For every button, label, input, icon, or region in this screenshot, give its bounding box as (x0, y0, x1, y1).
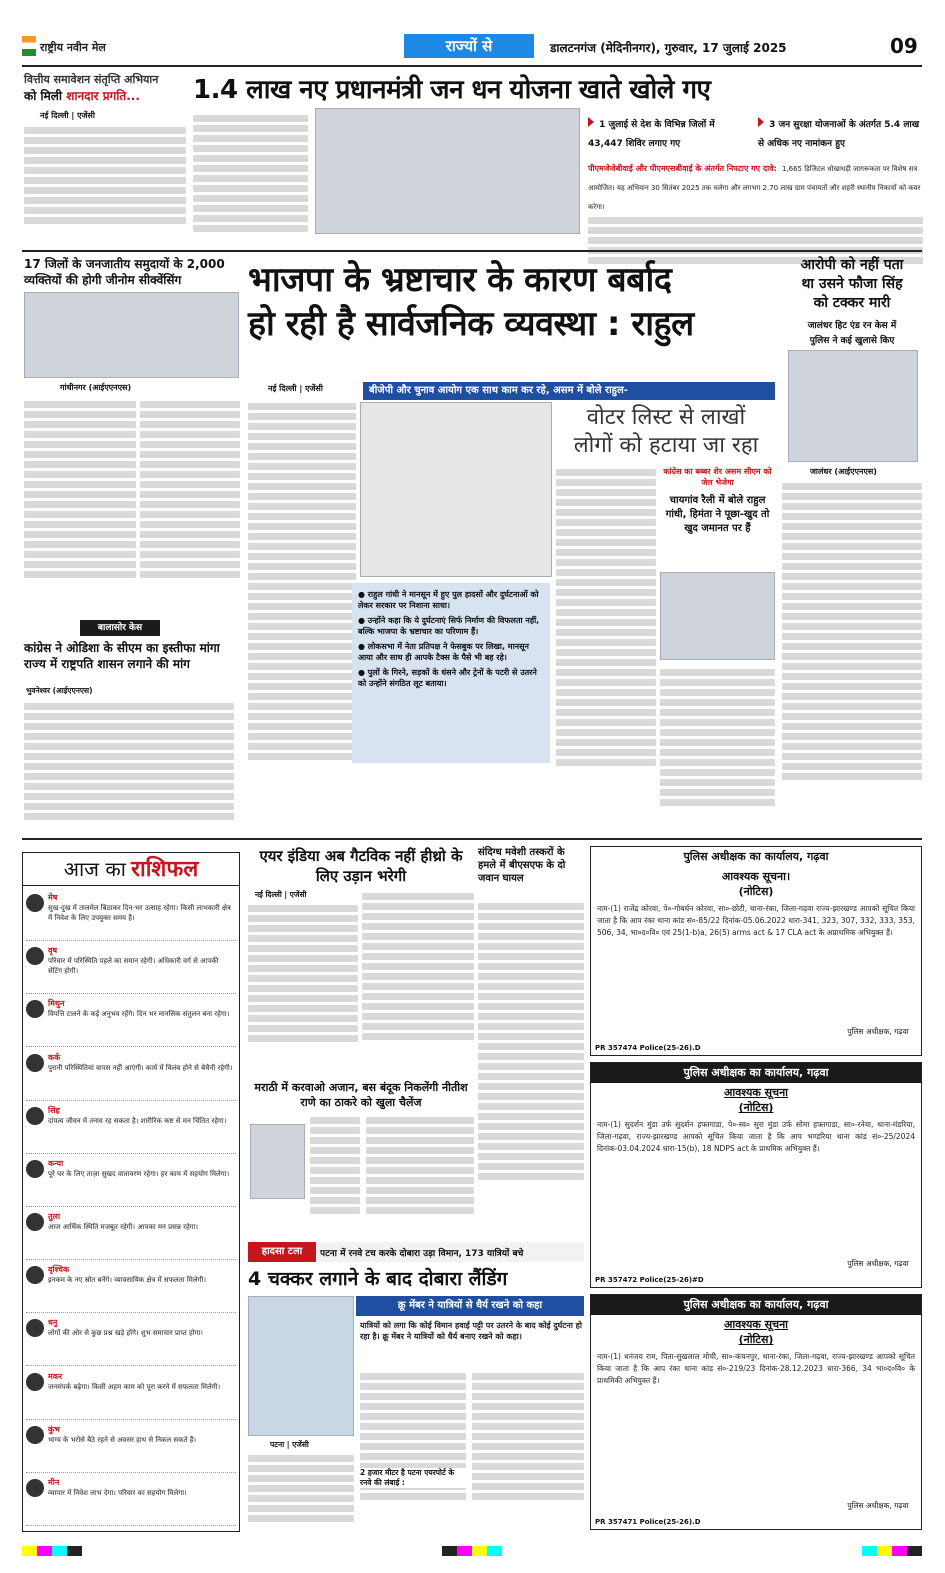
rahul-headline-line-1: भाजपा के भ्रष्टाचार के कारण बर्बाद (248, 260, 672, 300)
police-notice (590, 1294, 922, 1530)
voter-headline-line-1: वोटर लिस्ट से लाखों (586, 405, 746, 430)
accident-body-col2 (360, 1370, 466, 1532)
notice-sub: (नोटिस) (738, 885, 774, 898)
horoscope-entry (26, 1315, 236, 1366)
rahul-headline (248, 258, 778, 346)
notice-signature: पुलिस अधीक्षक, गढ़वा (847, 1501, 909, 1510)
accident-kicker: पटना में रनवे टच करके दोबारा उड़ा विमान, 173 यात्रियों बचे (320, 1249, 524, 1259)
rahul-subhead: बीजेपी और चुनाव आयोग एक साथ काम कर रहे, असम में बोले राहुल- (369, 385, 628, 396)
rahul-body-col1 (248, 400, 356, 830)
registration-mark-right (862, 1546, 922, 1556)
zodiac-sign-icon (26, 1160, 44, 1178)
story-jandhan-col2 (193, 112, 308, 242)
masthead-rule (22, 65, 922, 67)
notice-ref: PR 357471 Police(25-26).D (595, 1518, 701, 1526)
accident-subhead-bar (356, 1296, 584, 1316)
fauja-sub-2: पुलिस ने कई खुलासे किए (809, 336, 895, 346)
accident-summary: यात्रियों को लगा कि कोई विमान हवाई पट्टी पर उतरने के बाद कोई दुर्घटना हो रहा है। क्रू मेंबर ने यात्रियों को धैर्य बनाए रखने को कहा। (360, 1321, 583, 1341)
rane-headline: मराठी में करवाओ अजान, बस बंदूक निकलेंगी नीतीश राणे का ठाकरे को खुला चैलेंज (254, 1081, 468, 1109)
balasore-tag-text: बालासोर केस (97, 623, 143, 633)
rane-body-col2 (366, 1114, 474, 1234)
horoscope-sign-text: पूरे घर के लिए ताज़ा सुखद वातावरण रहेगा। हर काम में सहयोग मिलेगा। (48, 1169, 230, 1178)
accident-kicker-bar (248, 1242, 584, 1262)
balasore-headline: कांग्रेस ने ओडिशा के सीएम का इस्तीफा मांगा राज्य में राष्ट्रपति शासन लगाने की मांग (24, 641, 220, 671)
horoscope-title-pre: आज का (63, 857, 126, 881)
genome-photo (24, 292, 239, 378)
horoscope-sign-name: कन्या (48, 1158, 64, 1168)
brand-name: राष्ट्रीय नवीन मेल (40, 41, 106, 54)
rahul-bullet-3-text: लोकसभा में नेता प्रतिपक्ष ने फेसबुक पर लिखा, मानसून आया और साथ ही आपके टैक्स के पैसे भी बह रहे। (358, 642, 529, 662)
notice-ref: PR 357474 Police(25-26).D (595, 1044, 701, 1052)
fauja-sub-1: जालंधर हिट एंड रन केस में (807, 321, 897, 331)
horoscope-sign-name: वृष (48, 946, 58, 956)
horoscope-entry (26, 1369, 236, 1420)
notice-office: पुलिस अधीक्षक का कार्यालय, गढ़वा (591, 1063, 921, 1083)
rane-photo (250, 1124, 305, 1199)
balasore-body (24, 700, 234, 830)
horoscope-sign-text: विपत्ति टालने के कई अनुभव रहेंगे। दिन भर मानसिक संतुलन बना रहेगा। (48, 1010, 230, 1019)
horoscope-sign-text: जनसंपर्क बढ़ेगा। किसी अहम काम को पूरा करने में सफलता मिलेगी। (48, 1382, 221, 1391)
story-jandhan-kicker (24, 72, 189, 104)
notice-title: आवश्यक सूचना (723, 1086, 789, 1099)
registration-mark-left (22, 1546, 82, 1556)
genome-caption: गांधीनगर (आईएएनएस) (60, 383, 132, 392)
fauja-caption: जालंधर (आईएएनएस) (810, 467, 877, 476)
horoscope-entry (26, 890, 236, 941)
horoscope-sign-text: पुरानी परिस्थितियां वापस नहीं आएंगी। कार्य में विलंब होने से बेचैनी रहेगी। (48, 1063, 233, 1072)
story-jandhan-col1 (24, 124, 186, 239)
horoscope-entry (26, 1475, 236, 1526)
horoscope-sign-name: मकर (48, 1371, 63, 1381)
horoscope-sign-text: सुख-दुख में तालमेल बिठाकर दिन-भर उत्साह रहेगा। किसी लाभकारी क्षेत्र में निवेश के लिए उपयुक्त समय है। (48, 904, 231, 922)
zodiac-sign-icon (26, 1426, 44, 1444)
voter-side-headline: चायगांव रैली में बोले राहुल गांधी, हिमंता ने पूछा-खुद तो खुद जमानत पर हैं (665, 495, 770, 534)
brand-logo (22, 34, 147, 60)
story-jandhan-dateline: नई दिल्ली | एजेंसी (40, 111, 95, 120)
horoscope-sign-text: लोगों की ओर से कुछ प्रश्न खड़े होंगे। शुभ समाचार प्राप्त होगा। (48, 1329, 203, 1338)
rahul-bullet-1 (358, 589, 544, 611)
horoscope-entry (26, 1262, 236, 1313)
kicker-emphasis: शानदार प्रगति... (66, 89, 140, 103)
horoscope-sign-name: मिथुन (48, 999, 65, 1009)
rahul-bullet-2-text: उन्होंने कहा कि ये दुर्घटनाएं सिर्फ निर्माण की विफलता नहीं, बल्कि भाजपा के भ्रष्टाचार का परिणाम हैं। (358, 616, 540, 636)
notice-body: नाम-(1) सुदर्शन मुंडा उर्फ सुदर्शन हफ्तगाडा, पे०-स्व० सुरा मुंडा उर्फ सोमा हफ्तगाडा, सा०-रनेया, थाना-मंडरिया, जिला-गढ़वा, राज्य-झारखण्ड आपको सूचित किया जाता है कि आप भण्डरिया थाना कांड सं०-25/2024 दिनांक-03.04.2024 धारा-15(b), 18 NDPS act के प्राथमिक अभियुक्त हैं। (597, 1120, 915, 1153)
horoscope-list (26, 890, 236, 1528)
jandhan-point-2 (758, 112, 920, 150)
genome-body-left (24, 398, 136, 603)
voter-headline (556, 404, 776, 460)
bullet-icon: ● (358, 590, 368, 599)
story-genome-headline: 17 जिलों के जनजातीय समुदायों के 2,000 व्यक्तियों की होगी जीनोम सीक्वेंसिंग (24, 257, 225, 287)
section-tab (404, 34, 534, 58)
accident-sub2: 2 हजार मीटर है पटना एयरपोर्ट के रनवे की लंबाई : (360, 1468, 466, 1488)
fauja-headline-line-2: था उसने फौजा सिंह (801, 276, 903, 292)
rahul-bullet-2 (358, 615, 544, 637)
notice-title: आवश्यक सूचना (723, 1318, 789, 1331)
plane-photo (248, 1296, 354, 1436)
fauja-body (782, 480, 922, 830)
horoscope-sign-name: कुंभ (48, 1424, 60, 1434)
zodiac-sign-icon (26, 1107, 44, 1125)
airindia-headline: एयर इंडिया अब गैटविक नहीं हीथ्रो के लिए उड़ान भरेगी (259, 847, 463, 885)
horoscope-sign-text: दांपत्य जीवन में तनाव रह सकता है। शारीरिक कष्ट से मन चिंतित रहेगा। (48, 1116, 227, 1125)
bullet-icon: ● (358, 642, 368, 651)
page-number: 09 (890, 34, 918, 58)
accident-subhead: क्रू मेंबर ने यात्रियों से धैर्य रखने को कहा (397, 1300, 543, 1311)
footer-color-strip (22, 1546, 922, 1560)
horoscope-sign-text: इनकम के नए स्रोत बनेंगे। व्यावसायिक क्षेत्र में सफलता मिलेगी। (48, 1276, 206, 1285)
fauja-photo (788, 350, 918, 462)
accident-body-col3 (472, 1370, 584, 1532)
horoscope-title-em: राशिफल (131, 857, 199, 882)
horoscope-entry (26, 1050, 236, 1101)
horoscope-entry (26, 1103, 236, 1154)
notice-signature: पुलिस अधीक्षक, गढ़वा (847, 1259, 909, 1268)
rahul-bullet-4 (358, 667, 544, 689)
notice-office: पुलिस अधीक्षक का कार्यालय, गढ़वा (683, 850, 829, 863)
rahul-bullets-box (352, 583, 550, 763)
notice-signature: पुलिस अधीक्षक, गढ़वा (847, 1027, 909, 1036)
zodiac-sign-icon (26, 894, 44, 912)
registration-mark-center (442, 1546, 502, 1556)
zodiac-sign-icon (26, 1054, 44, 1072)
rahul-bullet-1-text: राहुल गांधी ने मानसून में हुए पुल हादसों और दुर्घटनाओं को लेकर सरकार पर निशाना साधा। (358, 590, 539, 610)
notice-body: नाम-(1) धनंजय राम, पिता-सुखलाल मोची, सा०-कंचनपुर, थाना-रंका, जिला-गढ़वा, राज्य-झारखण्ड आपको सूचित किया जाता है कि आप रंका थाना कांड सं०-219/23 दिनांक-28.12.2023 धारा-366, 34 भा०द०वि० के प्राथमिकी अभियुक्त हैं। (597, 1352, 915, 1385)
zodiac-sign-icon (26, 1213, 44, 1231)
horoscope-sign-name: धनु (48, 1318, 58, 1328)
horoscope-title (22, 852, 240, 886)
accident-caption: पटना | एजेंसी (270, 1440, 309, 1449)
brand-flag-icon (22, 36, 36, 56)
claims-text: 1,665 डिजिटल धोखाधड़ी जागरूकता पर विशेष सत्र आयोजित। यह अभियान 30 सितंबर 2025 तक चलेगा और लगभग 2.70 लाख ग्राम पंचायतों और शहरी स्थानीय निकायों को कवर करेगा। (588, 165, 921, 211)
zodiac-sign-icon (26, 1266, 44, 1284)
accident-body-col1 (248, 1452, 354, 1532)
balasore-tag (80, 620, 160, 636)
airindia-dateline: नई दिल्ली | एजेंसी (255, 890, 307, 899)
horoscope-sign-name: वृश्चिक (48, 1265, 70, 1275)
zodiac-sign-icon (26, 1479, 44, 1497)
accident-headline: 4 चक्कर लगाने के बाद दोबारा लैंडिंग (248, 1268, 508, 1290)
dateline: डालटनगंज (मेदिनीनगर), गुरुवार, 17 जुलाई 2025 (550, 41, 787, 55)
himanta-photo (660, 572, 775, 660)
accident-tag: हादसा टला (248, 1242, 316, 1262)
bsf-headline: संदिग्ध मवेशी तस्करों के हमले में बीएसएफ के दो जवान घायल (478, 847, 566, 884)
horoscope-sign-name: सिंह (48, 1105, 60, 1115)
notice-sub: (नोटिस) (738, 1333, 774, 1346)
horoscope-sign-name: मेष (48, 893, 58, 902)
section-rule-2 (22, 838, 922, 840)
fauja-headline-line-1: आरोपी को नहीं पता (800, 257, 904, 273)
rahul-bullet-3 (358, 641, 544, 663)
zodiac-sign-icon (26, 1319, 44, 1337)
horoscope-sign-text: व्यापार में निवेश लाभ देगा। परिवार का सहयोग मिलेगा। (48, 1488, 187, 1497)
rahul-headline-line-2: हो रही है सार्वजनिक व्यवस्था : राहुल (248, 304, 694, 344)
bullet-icon: ● (358, 616, 368, 625)
section-rule-1 (22, 250, 922, 252)
rahul-dateline: नई दिल्ली | एजेंसी (268, 384, 323, 393)
horoscope-sign-text: परिवार में परिस्थिति पहले का समान रहेगी। अधिकारी वर्ग से आपकी सेटिंग होगी। (48, 957, 219, 976)
airindia-body-col2 (362, 890, 474, 1072)
kicker-line-2 (24, 87, 189, 104)
voter-body-col1 (556, 466, 656, 831)
horoscope-sign-name: मीन (48, 1477, 60, 1487)
police-notice (590, 846, 922, 1056)
notice-body: नाम-(1) राजेंद्र कोरवा, पे०-गोबर्धन कोरवा, सा०-छोटी, थाना-रंका, जिला-गढ़वा राज्य-झारखण्ड आपको सूचित किया जाता है कि आप रंका थाना कांड सं०-85/22 दिनांक-05.06.2022 धारा-341, 323, 307, 332, 333, 353, 506, 34, भा०द०वि० एवं 25(1-b)a, 26(5) arms act & 17 CLA act के अप्राथमिक अभियुक्त हैं। (597, 904, 915, 937)
zodiac-sign-icon (26, 1000, 44, 1018)
section-title: राज्यों से (445, 37, 493, 55)
zodiac-sign-icon (26, 1373, 44, 1391)
horoscope-entry (26, 1422, 236, 1473)
jandhan-point-1 (588, 112, 748, 150)
genome-body-right (140, 398, 240, 603)
rahul-subhead-bar (363, 382, 775, 400)
voter-headline-line-2: लोगों को हटाया जा रहा (573, 433, 759, 458)
story-jandhan-headline: 1.4 लाख नए प्रधानमंत्री जन धन योजना खाते खोले गए (193, 75, 711, 105)
balasore-dateline: भुवनेश्वर (आईएएनएस) (26, 686, 93, 695)
rane-body-col1 (310, 1114, 360, 1234)
notice-ref: PR 357472 Police(25-26)#D (595, 1276, 704, 1284)
voter-side-kicker: कांग्रेस का बब्बर शेर असम सीएम को जेल भेजेगा (663, 467, 772, 487)
horoscope-sign-text: भाग्य के भरोसे बैठे रहने से अवसर हाथ से निकल सकते हैं। (48, 1435, 197, 1444)
notice-sub: (नोटिस) (738, 1101, 774, 1114)
arrow-icon (588, 117, 594, 127)
kicker-line-2-text: को मिली (24, 89, 63, 103)
rahul-photo (360, 402, 552, 577)
point-1-text: 1 जुलाई से देश के विभिन्न जिलों में 43,447 शिविर लगाए गए (588, 120, 715, 149)
horoscope-entry (26, 943, 236, 994)
horoscope-sign-name: कर्क (48, 1052, 61, 1062)
jandhan-photo (315, 108, 580, 234)
police-notice (590, 1062, 922, 1288)
horoscope-entry (26, 1209, 236, 1260)
fauja-headline (782, 256, 922, 313)
voter-body-col2 (660, 666, 775, 831)
horoscope-sign-name: तुला (48, 1212, 61, 1221)
horoscope-entry (26, 1156, 236, 1207)
claims-title: पीएमजेजेबीवाई और पीएमएसबीवाई के अंतर्गत निपटाए गए दावे: (588, 164, 777, 173)
point-2-text: 3 जन सुरक्षा योजनाओं के अंतर्गत 5.4 लाख से अधिक नए नामांकन हुए (758, 120, 920, 149)
horoscope-entry (26, 996, 236, 1047)
rahul-bullet-4-text: पुलों के गिरने, सड़कों के धंसने और ट्रेनों के पटरी से उतरने को उन्होंने संगठित लूट बताया। (358, 668, 537, 688)
zodiac-sign-icon (26, 947, 44, 965)
fauja-headline-line-3: को टक्कर मारी (813, 295, 891, 311)
airindia-body-col1 (248, 902, 358, 1072)
notice-office: पुलिस अधीक्षक का कार्यालय, गढ़वा (591, 1295, 921, 1315)
notice-title: आवश्यक सूचना। (721, 870, 791, 883)
masthead (22, 30, 922, 64)
arrow-icon (758, 117, 764, 127)
bsf-body (478, 900, 584, 1235)
bullet-icon: ● (358, 668, 368, 677)
kicker-line-1: वित्तीय समावेशन संतृप्ति अभियान (24, 73, 159, 86)
horoscope-sign-text: आज आर्थिक स्थिति मजबूत रहेगी। आपका मन प्रसन्न रहेगा। (48, 1223, 199, 1231)
